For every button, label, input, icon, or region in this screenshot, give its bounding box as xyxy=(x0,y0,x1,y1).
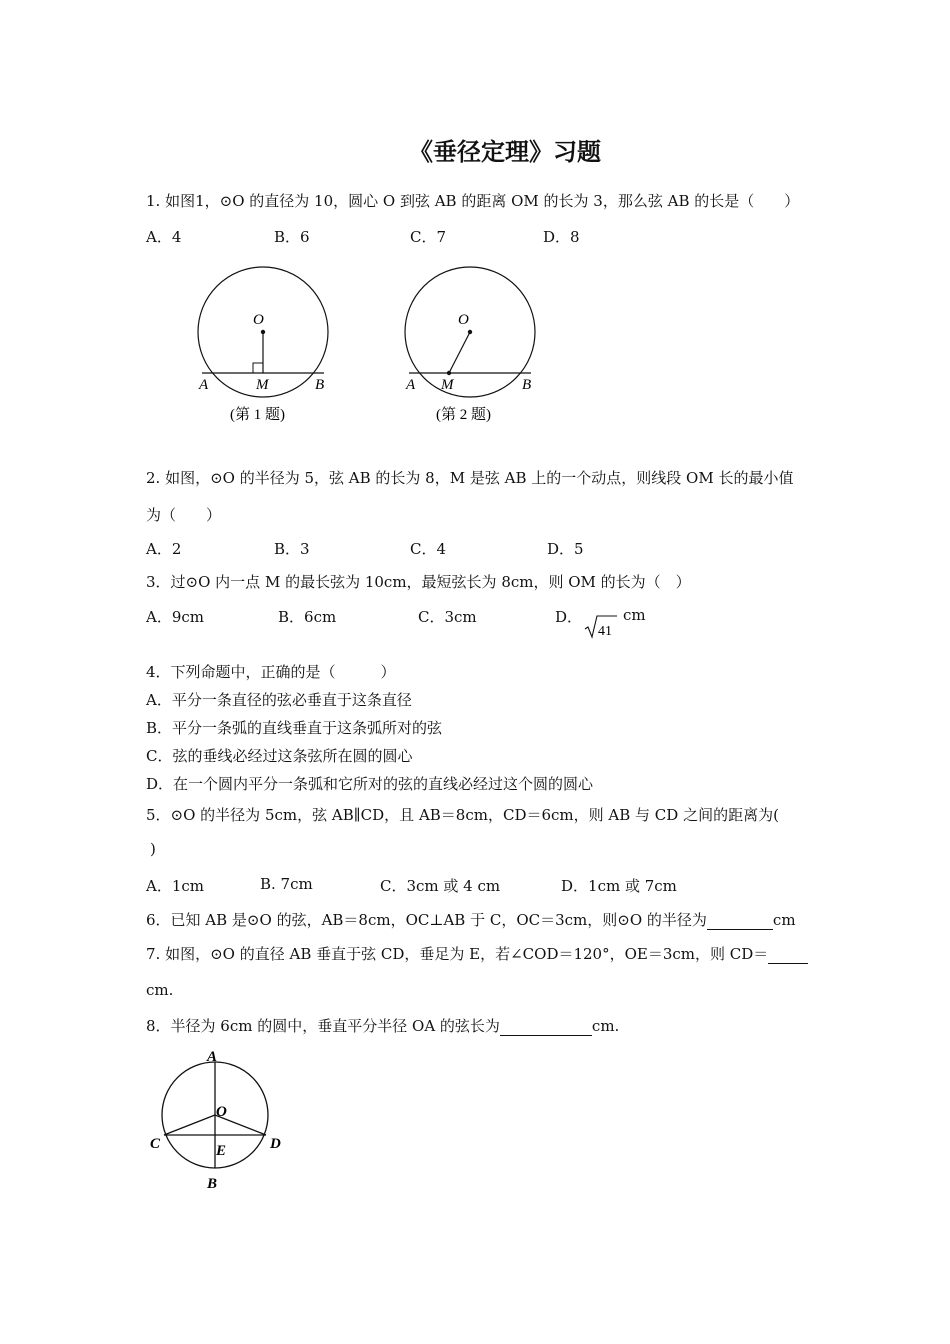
question-3-stem: 3．过⊙O 内一点 M 的最长弦为 10cm，最短弦长为 8cm，则 OM 的长为（ ） xyxy=(146,573,691,591)
question-4-stem: 4．下列命题中，正确的是（ ） xyxy=(146,663,396,681)
q8-answer-blank[interactable] xyxy=(500,1017,592,1036)
q1-option-c: C．7 xyxy=(410,228,447,246)
fig1-caption: (第 1 题) xyxy=(230,407,285,423)
fig1-label-a: A xyxy=(199,377,209,393)
q8-unit: cm. xyxy=(591,1017,620,1035)
figure-1 xyxy=(198,267,328,423)
q6-answer-blank[interactable] xyxy=(707,911,773,930)
q7-stem: 7. 如图，⊙O 的直径 AB 垂直于弦 CD，垂足为 E，若∠COD＝120°，OE＝3cm，则 CD＝ xyxy=(146,945,769,963)
fig7-label-c: C xyxy=(150,1136,161,1152)
q2-option-c: C．4 xyxy=(410,540,447,558)
fig2-label-b: B xyxy=(522,377,532,393)
figure-7 xyxy=(140,1044,300,1194)
question-5-stem-line1: 5．⊙O 的半径为 5cm，弦 AB∥CD，且 AB＝8cm，CD＝6cm，则 AB 与 CD 之间的距离为( xyxy=(146,806,779,824)
fig7-label-e: E xyxy=(216,1143,227,1159)
fig7-label-b: B xyxy=(207,1176,218,1192)
q1-option-b: B．6 xyxy=(274,228,310,246)
q6-unit: cm xyxy=(772,911,796,929)
q3-option-c: C．3cm xyxy=(418,608,477,626)
fig2-label-a: A xyxy=(406,377,416,393)
fig1-label-o: O xyxy=(253,312,264,328)
page-title: 《垂径定理》习题 xyxy=(409,137,601,166)
q2-option-b: B．3 xyxy=(274,540,310,558)
q4-option-c: C．弦的垂线必经过这条弦所在圆的圆心 xyxy=(146,747,413,765)
q1-option-a: A．4 xyxy=(146,228,182,246)
q1-option-d: D．8 xyxy=(543,228,580,246)
fig1-label-b: B xyxy=(315,377,325,393)
q5-option-c: C．3cm 或 4 cm xyxy=(380,877,501,895)
fig1-center-dot xyxy=(261,330,265,334)
q3-option-a: A．9cm xyxy=(146,608,205,626)
question-1-stem: 1. 如图1，⊙O 的直径为 10，圆心 O 到弦 AB 的距离 OM 的长为 3，那么弦 AB 的长是（ ） xyxy=(146,192,800,210)
q2-option-a: A．2 xyxy=(146,540,182,558)
fig2-label-m: M xyxy=(441,377,454,393)
question-8 xyxy=(146,1015,619,1036)
fig7-label-a: A xyxy=(207,1049,218,1065)
fig1-label-m: M xyxy=(256,377,269,393)
q3-option-d-unit: cm xyxy=(623,606,646,624)
q5-option-b: B. 7cm xyxy=(260,875,313,893)
sqrt-radicand: 41 xyxy=(598,624,612,639)
fig2-caption: (第 2 题) xyxy=(436,407,491,423)
q3-option-b: B．6cm xyxy=(278,608,337,626)
figure-2 xyxy=(405,267,535,423)
question-2-stem-line2: 为（ ） xyxy=(146,506,222,524)
question-7 xyxy=(146,943,808,964)
q4-option-b: B．平分一条弧的直线垂直于这条弧所对的弦 xyxy=(146,719,443,737)
fig1-right-angle-mark xyxy=(253,363,263,373)
question-6 xyxy=(146,909,796,930)
q3-option-d: D． xyxy=(555,608,583,626)
q6-stem: 6．已知 AB 是⊙O 的弦，AB＝8cm，OC⊥AB 于 C，OC＝3cm，则⊙O 的半径为 xyxy=(146,911,707,929)
q2-option-d: D．5 xyxy=(547,540,584,558)
question-2-stem-line1: 2. 如图，⊙O 的半径为 5，弦 AB 的长为 8，M 是弦 AB 上的一个动点，则线段 OM 长的最小值 xyxy=(146,469,794,487)
q4-option-d: D．在一个圆内平分一条弧和它所对的弦的直线必经过这个圆的圆心 xyxy=(146,775,594,793)
q5-option-d: D．1cm 或 7cm xyxy=(561,877,677,895)
fig7-segment-oc xyxy=(164,1115,215,1135)
q7-answer-blank[interactable] xyxy=(768,945,808,964)
fig7-label-d: D xyxy=(270,1136,281,1152)
q8-stem: 8．半径为 6cm 的圆中，垂直平分半径 OA 的弦长为 xyxy=(146,1017,500,1035)
fig2-label-o: O xyxy=(458,312,469,328)
fig2-segment-om xyxy=(449,332,470,373)
figures-q1-q2 xyxy=(190,262,550,432)
q4-option-a: A．平分一条直径的弦必垂直于这条直径 xyxy=(146,691,412,709)
fig2-center-dot xyxy=(468,330,472,334)
fig2-point-m xyxy=(447,371,451,375)
sqrt-symbol xyxy=(584,614,618,640)
q5-option-a: A．1cm xyxy=(146,877,205,895)
fig7-label-o: O xyxy=(216,1104,227,1120)
question-5-stem-line2: ) xyxy=(150,840,156,858)
q7-tail: cm. xyxy=(146,981,174,999)
